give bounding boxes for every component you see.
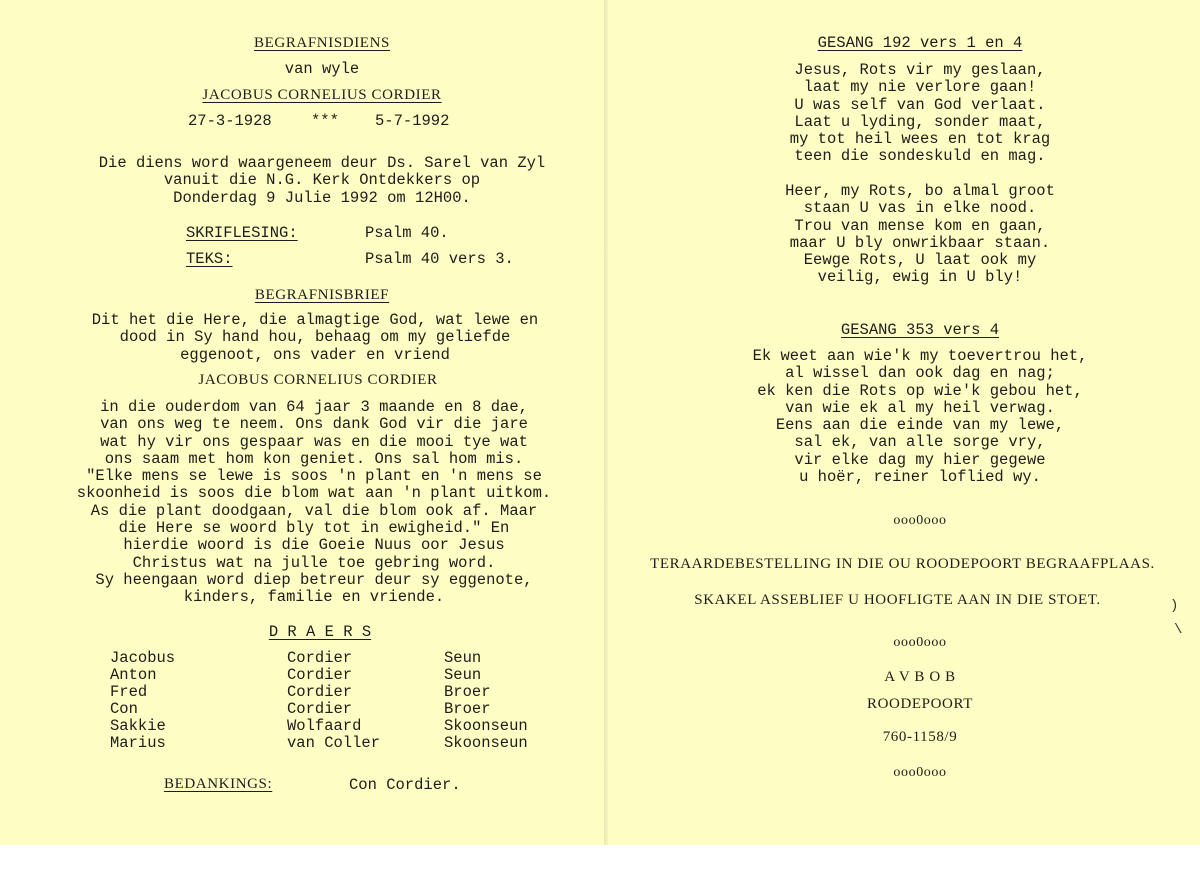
hymn2-verse bbox=[700, 348, 1140, 486]
bearer-relation: Skoonseun bbox=[444, 717, 528, 735]
hymn-line: Trou van mense kom en gaan, bbox=[794, 216, 1046, 235]
hymn-line: laat my nie verlore gaan! bbox=[803, 78, 1037, 97]
bearer-first-name: Fred bbox=[110, 683, 148, 701]
hymn-line: U was self van God verlaat. bbox=[794, 95, 1046, 114]
hymn-line: maar U bly onwrikbaar staan. bbox=[789, 233, 1051, 252]
bearer-first-name: Marius bbox=[110, 734, 166, 752]
bearers-title: D R A E R S bbox=[268, 623, 372, 641]
bearer-last-name: Cordier bbox=[287, 666, 353, 684]
bearer-last-name: Wolfaard bbox=[287, 717, 362, 735]
service-line: vanuit die N.G. Kerk Ontdekkers op bbox=[163, 171, 481, 190]
letter-line: wat hy vir ons gespaar was en die mooi tye wat bbox=[100, 432, 528, 451]
letter-line: skoonheid is soos die blom wat aan 'n plant uitkom. bbox=[76, 484, 552, 503]
letter-name: JACOBUS CORNELIUS CORDIER bbox=[198, 372, 438, 388]
letter-title: BEGRAFNISBRIEF bbox=[254, 287, 390, 303]
text-value: Psalm 40 vers 3. bbox=[365, 250, 514, 268]
letter-body bbox=[14, 399, 614, 607]
death-date: 5-7-1992 bbox=[375, 112, 450, 130]
undertaker-town: ROODEPOORT bbox=[867, 696, 973, 712]
date-separator: *** bbox=[311, 112, 339, 130]
bearer-relation: Broer bbox=[444, 700, 491, 718]
service-details bbox=[22, 155, 622, 207]
service-line: Donderdag 9 Julie 1992 om 12H00. bbox=[173, 188, 471, 207]
hymn1-verse1 bbox=[720, 62, 1120, 166]
undertaker-name: A V B O B bbox=[884, 669, 956, 685]
letter-line: van ons weg te neem. Ons dank God vir die jare bbox=[100, 415, 528, 434]
letter-line: eggenoot, ons vader en vriend bbox=[180, 345, 450, 364]
left-page bbox=[0, 0, 604, 845]
hymn-line: teen die sondeskuld en mag. bbox=[794, 147, 1046, 166]
hymn-line: vir elke dag my hier gegewe bbox=[794, 450, 1046, 469]
letter-line: kinders, familie en vriende. bbox=[183, 588, 445, 607]
bearer-relation: Broer bbox=[444, 683, 491, 701]
bearer-relation: Seun bbox=[444, 666, 482, 684]
right-page bbox=[608, 0, 1200, 845]
margin-mark: ) bbox=[1170, 598, 1179, 614]
letter-line: ons saam met hom kon geniet. Ons sal hom mis. bbox=[104, 449, 524, 468]
bearer-first-name: Anton bbox=[110, 666, 157, 684]
bearer-relation: Seun bbox=[444, 649, 482, 667]
hymn2-title: GESANG 353 vers 4 bbox=[840, 321, 1000, 339]
hymn1-title: GESANG 192 vers 1 en 4 bbox=[817, 34, 1023, 52]
letter-line: die Here se woord bly tot in ewigheid." En bbox=[118, 519, 510, 538]
bearer-first-name: Sakkie bbox=[110, 717, 166, 735]
hymn-line: Eewge Rots, U laat ook my bbox=[803, 251, 1037, 270]
hymn-line: Laat u lyding, sonder maat, bbox=[794, 112, 1046, 131]
reading-value: Psalm 40. bbox=[365, 224, 449, 242]
hymn-line: Jesus, Rots vir my geslaan, bbox=[794, 61, 1046, 79]
letter-line: As die plant doodgaan, val die blom ook af. Maar bbox=[90, 501, 538, 520]
letter-line: Christus wat na julle toe gebring word. bbox=[132, 553, 496, 572]
reading-label: SKRIFLESING: bbox=[186, 224, 298, 242]
headlights-notice: SKAKEL ASSEBLIEF U HOOFLIGTE AAN IN DIE STOET. bbox=[694, 592, 1101, 608]
hymn-line: Ek weet aan wie'k my toevertrou het, bbox=[752, 347, 1088, 365]
letter-line: Sy heengaan word diep betreur deur sy eggenote, bbox=[95, 570, 533, 589]
letter-line: in die ouderdom van 64 jaar 3 maande en 8 dae, bbox=[100, 398, 528, 416]
bearer-last-name: van Coller bbox=[287, 734, 381, 752]
birth-date: 27-3-1928 bbox=[188, 112, 272, 130]
letter-line: hierdie woord is die Goeie Nuus oor Jesus bbox=[123, 536, 505, 555]
letter-line: dood in Sy hand hou, behaag om my geliefde bbox=[119, 328, 511, 347]
thanks-label: BEDANKINGS: bbox=[164, 776, 273, 792]
text-label: TEKS: bbox=[186, 250, 233, 268]
bearer-last-name: Cordier bbox=[287, 649, 353, 667]
hymn-line: u hoër, reiner loflied wy. bbox=[799, 468, 1041, 487]
undertaker-ref: 760-1158/9 bbox=[882, 729, 958, 745]
divider: ooo0ooo bbox=[893, 513, 947, 528]
letter-line: "Elke mens se lewe is soos 'n plant en 'n mens se bbox=[86, 467, 542, 486]
deceased-name: JACOBUS CORNELIUS CORDIER bbox=[202, 87, 442, 103]
divider: ooo0ooo bbox=[893, 635, 947, 650]
letter-intro bbox=[15, 312, 615, 364]
bearer-first-name: Con bbox=[110, 700, 138, 718]
bearer-relation: Skoonseun bbox=[444, 734, 528, 752]
hymn-line: my tot heil wees en tot krag bbox=[789, 130, 1051, 149]
bearer-first-name: Jacobus bbox=[110, 649, 176, 667]
hymn-line: al wissel dan ook dag en nag; bbox=[785, 364, 1055, 383]
hymn-line: ek ken die Rots op wie'k gebou het, bbox=[757, 381, 1083, 400]
van-wyle: van wyle bbox=[284, 60, 360, 78]
hymn-line: veilig, ewig in U bly! bbox=[817, 268, 1023, 287]
hymn-line: sal ek, van alle sorge vry, bbox=[794, 433, 1046, 452]
hymn-line: staan U vas in elke nood. bbox=[803, 199, 1037, 218]
letter-line: Dit het die Here, die almagtige God, wat lewe en bbox=[91, 311, 539, 329]
hymn-line: Eens aan die einde van my lewe, bbox=[775, 416, 1065, 435]
margin-mark: \ bbox=[1174, 622, 1183, 638]
thanks-value: Con Cordier. bbox=[349, 776, 461, 794]
bearer-last-name: Cordier bbox=[287, 700, 353, 718]
hymn-line: Heer, my Rots, bo almal groot bbox=[785, 182, 1055, 200]
service-title: BEGRAFNISDIENS bbox=[254, 35, 390, 51]
burial-notice: TERAARDEBESTELLING IN DIE OU ROODEPOORT BEGRAAFPLAAS. bbox=[650, 556, 1155, 572]
divider: ooo0ooo bbox=[893, 765, 947, 780]
service-line: Die diens word waargeneem deur Ds. Sarel van Zyl bbox=[98, 154, 546, 172]
bearer-last-name: Cordier bbox=[287, 683, 353, 701]
hymn1-verse2 bbox=[720, 183, 1120, 287]
hymn-line: van wie ek al my heil verwag. bbox=[785, 398, 1055, 417]
